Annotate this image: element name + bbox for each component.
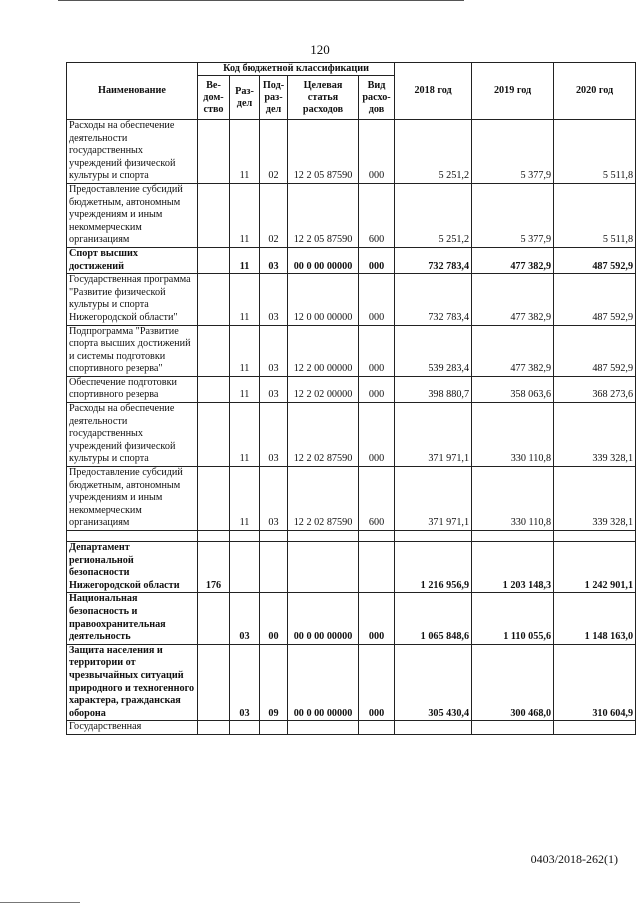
- row-vid: [359, 542, 395, 593]
- row-vedomstvo: [198, 325, 230, 376]
- row-name: Предоставление субсидий бюджетным, автономным учреждениям и иным некоммерческим организациям: [67, 467, 198, 531]
- row-2018: 732 783,4: [395, 247, 472, 273]
- top-scan-line: [58, 0, 464, 1]
- row-name: Национальная безопасность и правоохранительная деятельность: [67, 593, 198, 644]
- row-razdel: 11: [230, 467, 260, 531]
- spacer-cell: [395, 531, 472, 542]
- row-razdel: 03: [230, 644, 260, 721]
- row-vid: 000: [359, 120, 395, 184]
- header-2020: 2020 год: [554, 63, 636, 120]
- row-podrazdel: 03: [260, 403, 288, 467]
- row-vid: 600: [359, 467, 395, 531]
- row-vid: 000: [359, 403, 395, 467]
- row-vedomstvo: [198, 120, 230, 184]
- row-2020: 1 148 163,0: [554, 593, 636, 644]
- row-podrazdel: 02: [260, 120, 288, 184]
- table-row: [67, 644, 636, 721]
- row-podrazdel: 03: [260, 274, 288, 325]
- table-row: [67, 376, 636, 402]
- row-2018: 398 880,7: [395, 376, 472, 402]
- row-razdel: [230, 721, 260, 735]
- table-row: [67, 721, 636, 735]
- row-2019: 330 110,8: [472, 403, 554, 467]
- table-row: [67, 593, 636, 644]
- row-tselevaya: 12 2 02 87590: [288, 403, 359, 467]
- row-vid: 000: [359, 376, 395, 402]
- row-2020: 487 592,9: [554, 247, 636, 273]
- row-tselevaya: 12 0 00 00000: [288, 274, 359, 325]
- row-2018: [395, 721, 472, 735]
- header-tselevaya: Целевая статья расходов: [288, 76, 359, 120]
- row-tselevaya: [288, 721, 359, 735]
- row-name: Расходы на обеспечение деятельности государственных учреждений физической культуры и спорта: [67, 403, 198, 467]
- row-podrazdel: 02: [260, 183, 288, 247]
- row-vedomstvo: [198, 183, 230, 247]
- row-razdel: 11: [230, 376, 260, 402]
- row-vedomstvo: [198, 644, 230, 721]
- table-row: [67, 325, 636, 376]
- spacer-cell: [198, 531, 230, 542]
- row-2019: [472, 721, 554, 735]
- row-tselevaya: 00 0 00 00000: [288, 247, 359, 273]
- spacer-cell: [67, 531, 198, 542]
- row-vid: 000: [359, 247, 395, 273]
- page-number: 120: [310, 42, 330, 57]
- row-razdel: 11: [230, 274, 260, 325]
- row-2020: 5 511,8: [554, 120, 636, 184]
- row-razdel: 11: [230, 183, 260, 247]
- row-name: Государственная: [67, 721, 198, 735]
- row-2018: 371 971,1: [395, 467, 472, 531]
- spacer-cell: [472, 531, 554, 542]
- row-podrazdel: 03: [260, 325, 288, 376]
- header-2018: 2018 год: [395, 63, 472, 120]
- row-2019: 358 063,6: [472, 376, 554, 402]
- row-podrazdel: 03: [260, 376, 288, 402]
- row-2020: 487 592,9: [554, 274, 636, 325]
- row-vid: 000: [359, 644, 395, 721]
- table-row: [67, 120, 636, 184]
- row-2018: 5 251,2: [395, 120, 472, 184]
- row-vedomstvo: [198, 247, 230, 273]
- row-2019: 477 382,9: [472, 247, 554, 273]
- row-2020: 339 328,1: [554, 467, 636, 531]
- row-tselevaya: 00 0 00 00000: [288, 593, 359, 644]
- row-razdel: 11: [230, 120, 260, 184]
- row-name: Расходы на обеспечение деятельности государственных учреждений физической культуры и спорта: [67, 120, 198, 184]
- row-name: Подпрограмма "Развитие спорта высших достижений и системы подготовки спортивного резерва": [67, 325, 198, 376]
- row-2018: 539 283,4: [395, 325, 472, 376]
- row-2019: 477 382,9: [472, 325, 554, 376]
- row-vedomstvo: [198, 403, 230, 467]
- row-tselevaya: [288, 542, 359, 593]
- row-name: Предоставление субсидий бюджетным, автономным учреждениям и иным некоммерческим организациям: [67, 183, 198, 247]
- row-2018: 371 971,1: [395, 403, 472, 467]
- row-vedomstvo: 176: [198, 542, 230, 593]
- row-2018: 1 065 848,6: [395, 593, 472, 644]
- row-podrazdel: [260, 542, 288, 593]
- row-2020: 310 604,9: [554, 644, 636, 721]
- header-name: Наименование: [67, 63, 198, 120]
- row-name: Спорт высших достижений: [67, 247, 198, 273]
- row-2020: 487 592,9: [554, 325, 636, 376]
- row-podrazdel: 03: [260, 247, 288, 273]
- table-row: [67, 274, 636, 325]
- row-2019: 330 110,8: [472, 467, 554, 531]
- row-name: Обеспечение подготовки спортивного резерва: [67, 376, 198, 402]
- row-podrazdel: 00: [260, 593, 288, 644]
- row-vid: 000: [359, 325, 395, 376]
- budget-table: [66, 62, 636, 735]
- row-razdel: 11: [230, 247, 260, 273]
- header-vedomstvo: Ве-дом-ство: [198, 76, 230, 120]
- row-2018: 1 216 956,9: [395, 542, 472, 593]
- row-2019: 1 110 055,6: [472, 593, 554, 644]
- row-podrazdel: 09: [260, 644, 288, 721]
- row-vedomstvo: [198, 467, 230, 531]
- row-podrazdel: 03: [260, 467, 288, 531]
- row-razdel: [230, 542, 260, 593]
- header-2019: 2019 год: [472, 63, 554, 120]
- row-vedomstvo: [198, 593, 230, 644]
- row-tselevaya: 12 2 00 00000: [288, 325, 359, 376]
- row-podrazdel: [260, 721, 288, 735]
- header-podrazdel: Под-раз-дел: [260, 76, 288, 120]
- row-2019: 5 377,9: [472, 120, 554, 184]
- table-row: [67, 403, 636, 467]
- row-tselevaya: 12 2 05 87590: [288, 120, 359, 184]
- row-2020: 5 511,8: [554, 183, 636, 247]
- row-2018: 5 251,2: [395, 183, 472, 247]
- row-name: Государственная программа "Развитие физической культуры и спорта Нижегородской области": [67, 274, 198, 325]
- spacer-cell: [230, 531, 260, 542]
- row-vid: 600: [359, 183, 395, 247]
- row-tselevaya: 00 0 00 00000: [288, 644, 359, 721]
- row-tselevaya: 12 2 02 87590: [288, 467, 359, 531]
- header-razdel: Раз-дел: [230, 76, 260, 120]
- row-2019: 477 382,9: [472, 274, 554, 325]
- spacer-row: [67, 531, 636, 542]
- row-vedomstvo: [198, 721, 230, 735]
- row-2020: 339 328,1: [554, 403, 636, 467]
- bottom-scan-line: [0, 902, 80, 903]
- row-razdel: 11: [230, 325, 260, 376]
- row-2019: 300 468,0: [472, 644, 554, 721]
- row-2018: 305 430,4: [395, 644, 472, 721]
- row-tselevaya: 12 2 05 87590: [288, 183, 359, 247]
- row-vid: 000: [359, 274, 395, 325]
- row-2019: 5 377,9: [472, 183, 554, 247]
- table-row: [67, 183, 636, 247]
- row-2020: 368 273,6: [554, 376, 636, 402]
- row-vid: 000: [359, 593, 395, 644]
- table-row: [67, 247, 636, 273]
- row-tselevaya: 12 2 02 00000: [288, 376, 359, 402]
- row-vedomstvo: [198, 274, 230, 325]
- header-vid: Вид расхо-дов: [359, 76, 395, 120]
- row-name: Защита населения и территории от чрезвычайных ситуаций природного и техногенного характера, гражданская оборона: [67, 644, 198, 721]
- spacer-cell: [554, 531, 636, 542]
- row-2020: [554, 721, 636, 735]
- row-2020: 1 242 901,1: [554, 542, 636, 593]
- document-code: 0403/2018-262(1): [530, 852, 618, 866]
- table-row: [67, 467, 636, 531]
- row-2019: 1 203 148,3: [472, 542, 554, 593]
- spacer-cell: [359, 531, 395, 542]
- row-vedomstvo: [198, 376, 230, 402]
- row-razdel: 03: [230, 593, 260, 644]
- table-row: [67, 542, 636, 593]
- row-razdel: 11: [230, 403, 260, 467]
- row-name: Департамент региональной безопасности Нижегородской области: [67, 542, 198, 593]
- spacer-cell: [260, 531, 288, 542]
- header-budget-code: Код бюджетной классификации: [198, 63, 395, 76]
- row-vid: [359, 721, 395, 735]
- row-2018: 732 783,4: [395, 274, 472, 325]
- spacer-cell: [288, 531, 359, 542]
